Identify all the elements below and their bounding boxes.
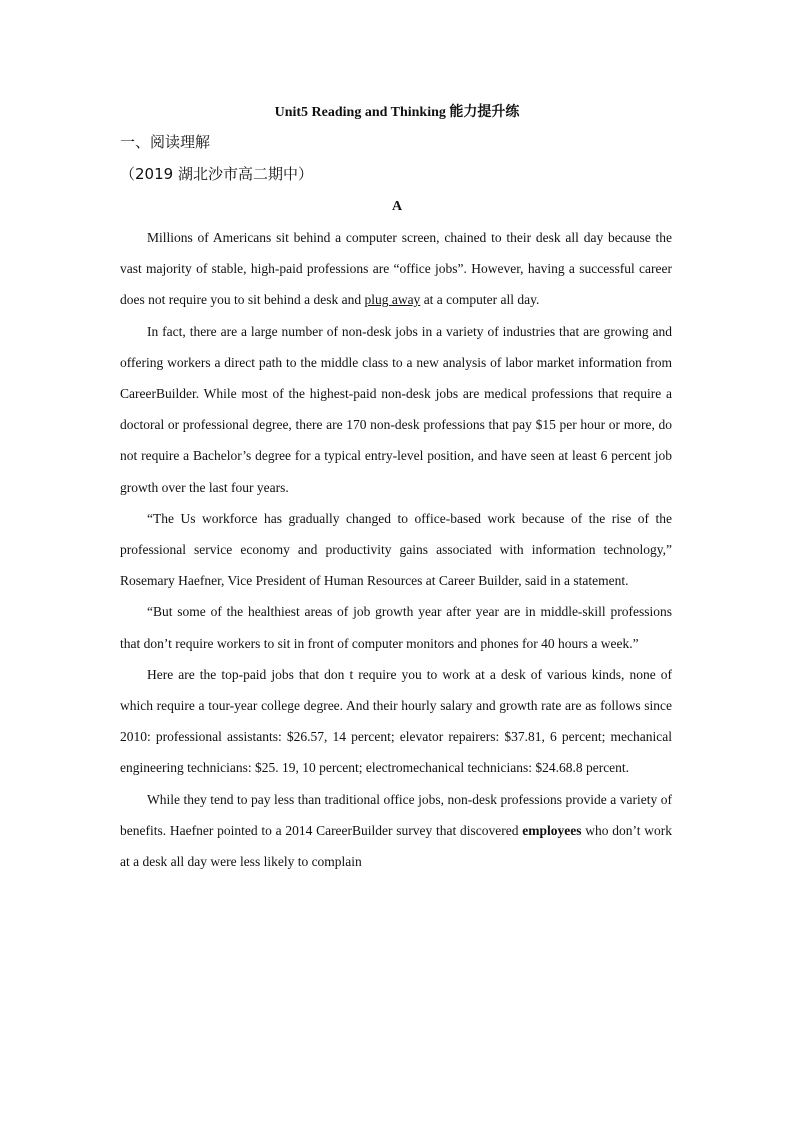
paragraph-6 bbox=[120, 784, 672, 878]
source-note: （2019 湖北沙市高二期中） bbox=[120, 165, 313, 183]
paragraph-2: In fact, there are a large number of non-desk jobs in a variety of industries that are growing and offering workers a direct path to the middle class to a new analysis of labor market information from CareerBuilder. While most of the highest-paid non-desk jobs are medical professions that require a doctoral or professional degree, there are 170 non-desk professions that pay $15 per hour or more, do not require a Bachelor’s degree for a typical entry-level position, and have seen at least 6 percent job growth over the last four years. bbox=[120, 323, 672, 495]
paragraph-5: Here are the top-paid jobs that don t require you to work at a desk of various kinds, none of which require a tour-year college degree. And their hourly salary and growth rate are as follows since 2010: professional assistants: $26.57, 14 percent; elevator repairers: $37.81, 6 percent; mechanical engineering technicians: $25. 19, 10 percent; electromechanical technicians: $24.68.8 percent. bbox=[120, 666, 672, 776]
paragraph-6-text-b: who don’t work at a desk all day were less likely to complain bbox=[120, 822, 672, 870]
bold-word: employees bbox=[522, 822, 582, 838]
paragraph-3: “The Us workforce has gradually changed to office-based work because of the rise of the professional service economy and productivity gains associated with information technology,” Rosemary Haefner, Vice President of Human Resources at Career Builder, said in a statement. bbox=[120, 510, 672, 589]
paragraph-1-text-a: Millions of Americans sit behind a computer screen, chained to their desk all day because the vast majority of stable, high-paid professions are “office jobs”. However, having a successful career does not require you to sit behind a desk and bbox=[120, 230, 672, 308]
section-heading: 一、阅读理解 bbox=[120, 133, 211, 151]
paragraph-6-text-a: While they tend to pay less than traditional office jobs, non-desk professions provide a variety of benefits. Haefner pointed to a 2014 CareerBuilder survey that discovered bbox=[120, 791, 672, 838]
passage-body bbox=[120, 222, 672, 877]
document-title: Unit5 Reading and Thinking 能力提升练 bbox=[274, 105, 520, 120]
passage-label: A bbox=[391, 199, 403, 214]
paragraph-4: “But some of the healthiest areas of job growth year after year are in middle-skill professions that don’t require workers to sit in front of computer monitors and phones for 40 hours a week.” bbox=[120, 604, 672, 651]
underlined-phrase: plug away bbox=[364, 292, 421, 308]
paragraph-1-text-b: at a computer all day. bbox=[420, 292, 540, 308]
paragraph-1 bbox=[120, 222, 672, 316]
